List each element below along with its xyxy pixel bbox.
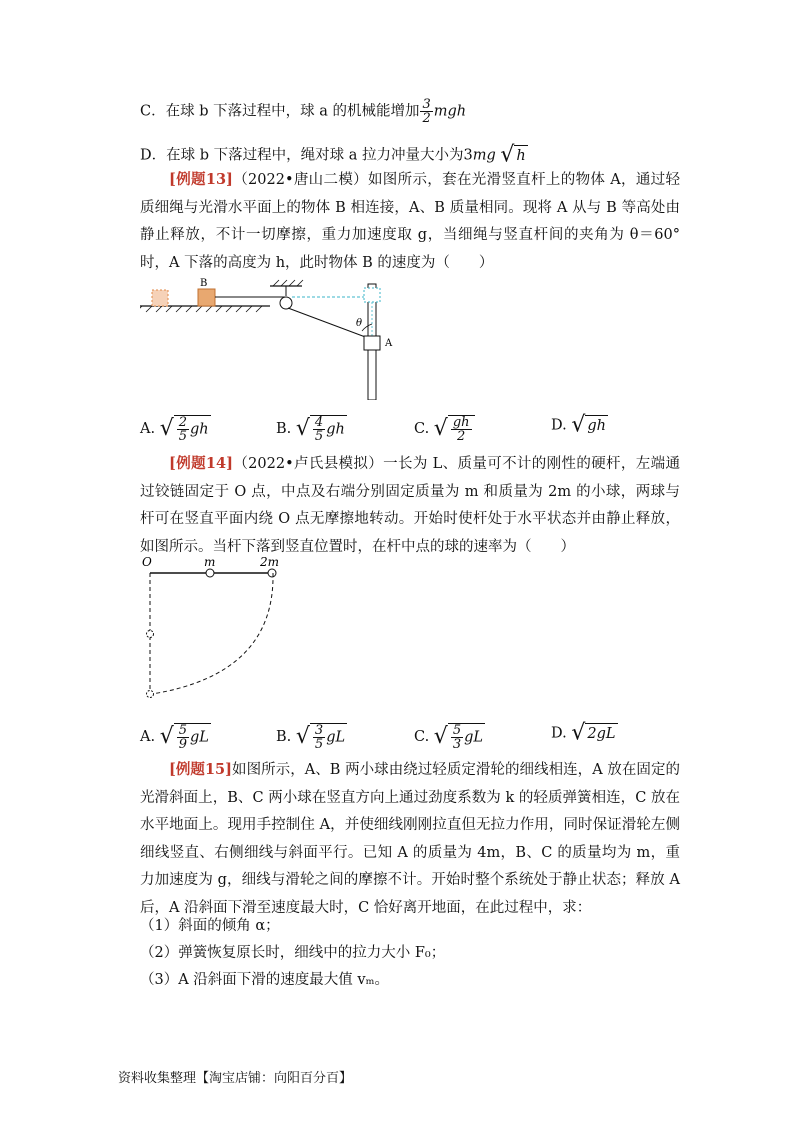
block-b bbox=[198, 289, 215, 306]
q13-option-a[interactable]: A. √ $\frac{2}{5}$ gh bbox=[140, 415, 209, 444]
prev-option-c: C．在球 b 下落过程中，球 a 的机械能增加 $\frac{3}{2}$ mgh bbox=[140, 97, 467, 126]
prev-option-d: D．在球 b 下落过程中，绳对球 a 拉力冲量大小为3mg √ h bbox=[140, 142, 526, 168]
pulley-icon bbox=[280, 297, 292, 309]
question-13-text: [例题13]（2022•唐山二模）如图所示，套在光滑竖直杆上的物体 A，通过轻质细绳与光滑水平面上的物体 B 相连接，A、B 质量相同。现将 A 从与 B 等高处由静止释放，不计一切摩擦，重力加速度取 g，当细绳与竖直杆间的夹角为 θ＝60°时，A 下落的高度为 h，此时物体 B 的速度为（ ） bbox=[140, 171, 680, 271]
q15-sub-3: （3）A 沿斜面下滑的速度最大值 vₘ。 bbox=[140, 972, 389, 988]
question-14-text: [例题14]（2022•卢氏县模拟）一长为 L、质量可不计的刚性的硬杆，左端通过铰链固定于 O 点，中点及右端分别固定质量为 m 和质量为 2m 的小球，两球与杆可在竖直平面内绕 O 点无摩擦地转动。开始时使杆处于水平状态并由静止释放，如图所示。当杆下落到竖直位置时，在杆中点的球的速率为（ ） bbox=[140, 455, 680, 555]
figure-13 bbox=[140, 278, 410, 400]
fraction: $\frac{3}{2}$ bbox=[422, 97, 431, 126]
q13-option-d[interactable]: D. √ gh bbox=[551, 412, 606, 438]
ball-m bbox=[206, 569, 214, 577]
block-a bbox=[364, 336, 380, 350]
q14-option-b[interactable]: B. √ $\frac{3}{5}$ gL bbox=[276, 723, 346, 752]
q13-option-b[interactable]: B. √ $\frac{4}{5}$ gh bbox=[276, 415, 345, 444]
q15-sub-2: （2）弹簧恢复原长时，细线中的拉力大小 F₀； bbox=[140, 945, 446, 961]
label-a: A bbox=[385, 338, 393, 349]
footer: 资料收集整理【淘宝店铺：向阳百分百】 bbox=[118, 1071, 353, 1086]
label-2m: 2m bbox=[260, 555, 280, 569]
q14-option-a[interactable]: A. √ $\frac{5}{9}$ gL bbox=[140, 723, 209, 752]
q14-option-d[interactable]: D. √ 2gL bbox=[551, 720, 616, 746]
label-o: O bbox=[142, 555, 152, 569]
label-b: B bbox=[200, 278, 208, 289]
label-m: m bbox=[204, 555, 216, 569]
q15-sub-1: （1）斜面的倾角 α； bbox=[140, 918, 280, 934]
figure-14 bbox=[140, 554, 290, 700]
q14-option-c[interactable]: C. √ $\frac{5}{3}$ gL bbox=[414, 723, 484, 752]
q13-option-c[interactable]: C. √ $\frac{gh}{2}$ bbox=[414, 415, 475, 443]
question-15-text: [例题15]如图所示，A、B 两小球由绕过轻质定滑轮的细线相连，A 放在固定的光滑斜面上，B、C 两小球在竖直方向上通过劲度系数为 k 的轻质弹簧相连，C 放在水平地面上。现用手控制住 A，并使细线刚刚拉直但无拉力作用，同时保证滑轮左侧细线竖直、右侧细线与斜面平行。已知 A 的质量为 4m，B、C 的质量均为 m，重力加速度为 g，细线与滑轮之间的摩擦不计。开始时整个系统处于静止状态；释放 A 后，A 沿斜面下滑至速度最大时，C 恰好离开地面，在此过程中，求： bbox=[140, 761, 680, 916]
question-13-tag: [例题13] bbox=[169, 171, 233, 188]
question-14-tag: [例题14] bbox=[169, 455, 233, 472]
label-theta: θ bbox=[356, 318, 363, 329]
sqrt-expression: √ h bbox=[500, 142, 526, 168]
ball-2m bbox=[268, 569, 276, 577]
question-15-tag: [例题15] bbox=[169, 761, 233, 778]
ghost-block bbox=[152, 290, 168, 306]
